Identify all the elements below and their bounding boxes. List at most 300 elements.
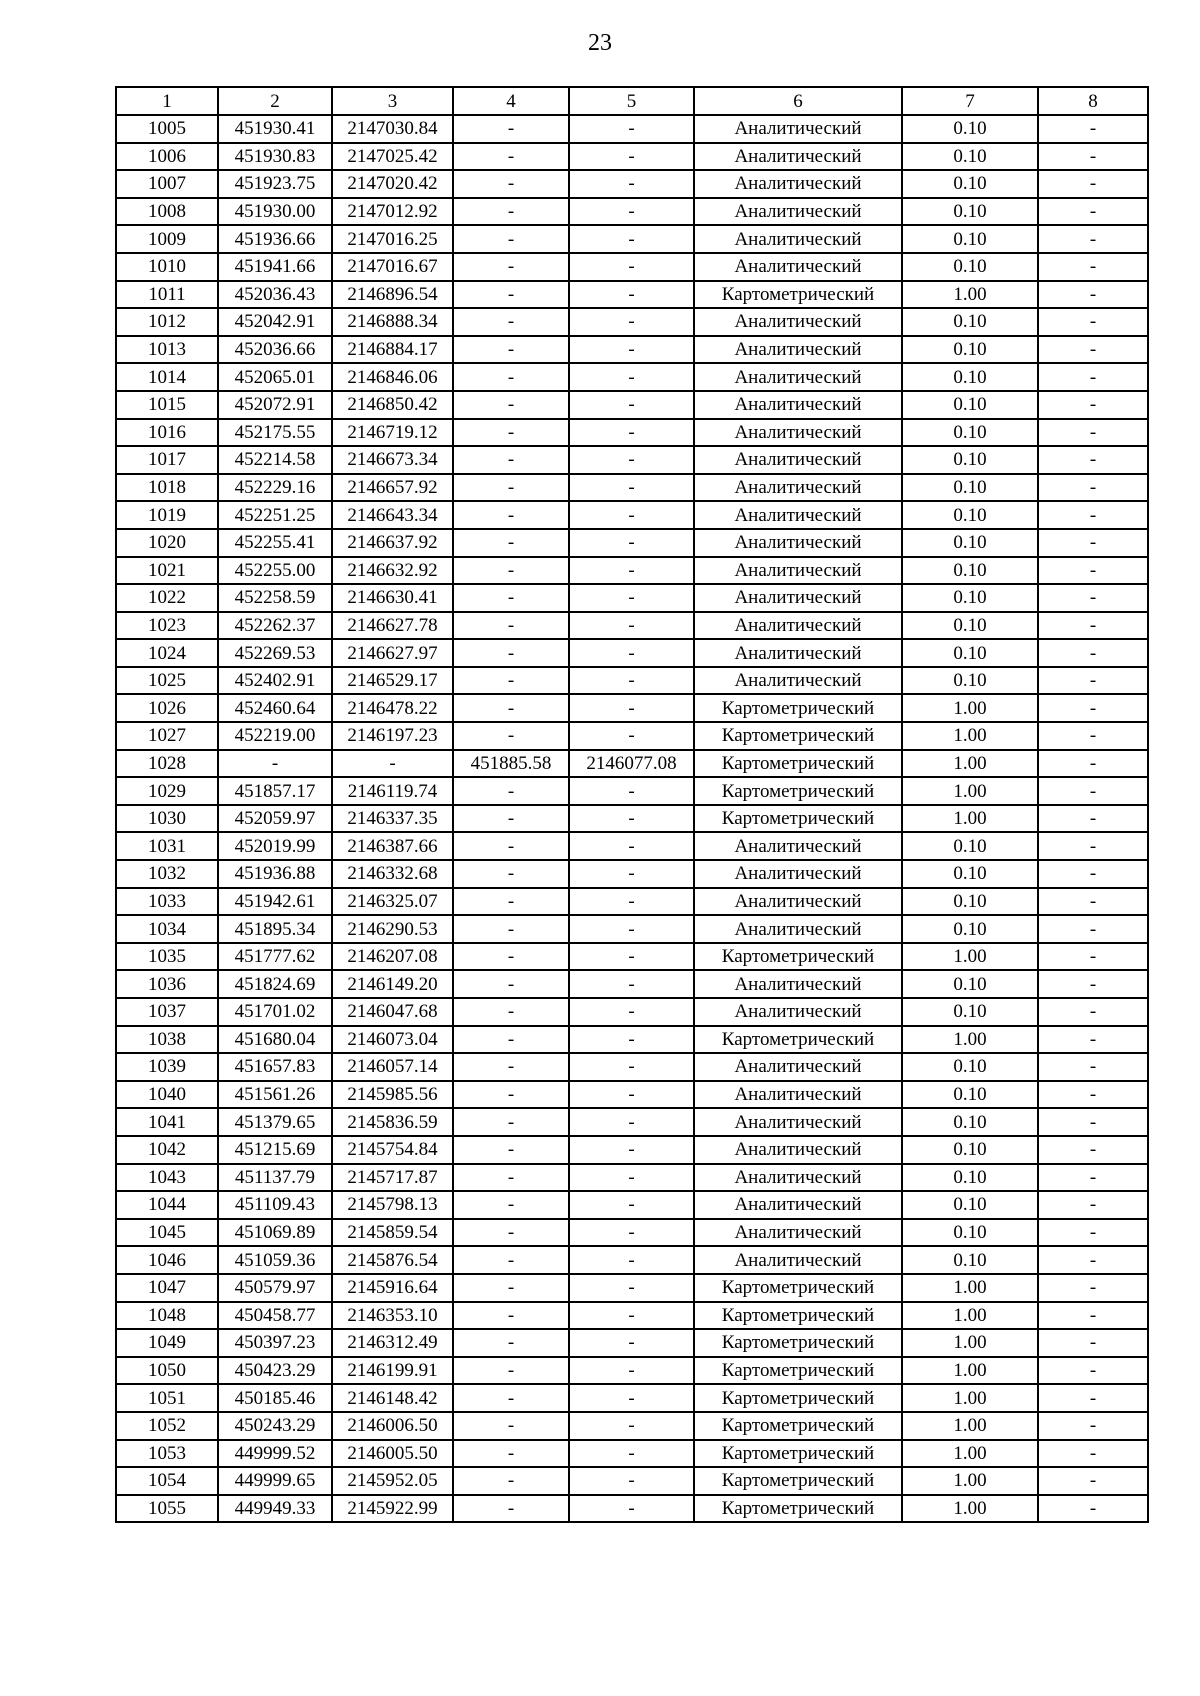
y-alt-coordinate-cell: - — [569, 1384, 694, 1412]
point-number-cell: 1047 — [116, 1274, 218, 1302]
point-number-cell: 1011 — [116, 281, 218, 309]
table-row — [116, 529, 1148, 557]
method-cell: Аналитический — [694, 1081, 902, 1109]
note-cell: - — [1038, 1191, 1148, 1219]
y-alt-coordinate-cell: - — [569, 253, 694, 281]
method-cell: Аналитический — [694, 143, 902, 171]
table-row — [116, 1302, 1148, 1330]
x-coordinate-cell: 452229.16 — [218, 474, 332, 502]
x-coordinate-cell: 451923.75 — [218, 170, 332, 198]
method-cell: Картометрический — [694, 1440, 902, 1468]
accuracy-cell: 0.10 — [902, 1081, 1038, 1109]
x-alt-coordinate-cell: - — [453, 832, 569, 860]
method-cell: Картометрический — [694, 1495, 902, 1523]
y-coordinate-cell: 2146630.41 — [332, 584, 453, 612]
x-alt-coordinate-cell: - — [453, 225, 569, 253]
point-number-cell: 1037 — [116, 998, 218, 1026]
method-cell: Аналитический — [694, 639, 902, 667]
y-coordinate-cell: 2147016.67 — [332, 253, 453, 281]
table-row — [116, 832, 1148, 860]
point-number-cell: 1046 — [116, 1246, 218, 1274]
accuracy-cell: 0.10 — [902, 998, 1038, 1026]
method-cell: Аналитический — [694, 860, 902, 888]
table-row — [116, 446, 1148, 474]
x-alt-coordinate-cell: - — [453, 1246, 569, 1274]
table-row — [116, 1357, 1148, 1385]
method-cell: Картометрический — [694, 722, 902, 750]
method-cell: Картометрический — [694, 694, 902, 722]
accuracy-cell: 0.10 — [902, 915, 1038, 943]
note-cell: - — [1038, 943, 1148, 971]
table-row — [116, 1026, 1148, 1054]
table-row — [116, 1108, 1148, 1136]
point-number-cell: 1006 — [116, 143, 218, 171]
y-coordinate-cell: 2146005.50 — [332, 1440, 453, 1468]
accuracy-cell: 0.10 — [902, 1164, 1038, 1192]
table-row — [116, 143, 1148, 171]
method-cell: Аналитический — [694, 557, 902, 585]
y-alt-coordinate-cell: - — [569, 1246, 694, 1274]
table-row — [116, 970, 1148, 998]
point-number-cell: 1010 — [116, 253, 218, 281]
method-cell: Аналитический — [694, 970, 902, 998]
method-cell: Аналитический — [694, 529, 902, 557]
note-cell: - — [1038, 1164, 1148, 1192]
method-cell: Аналитический — [694, 419, 902, 447]
accuracy-cell: 1.00 — [902, 750, 1038, 778]
x-alt-coordinate-cell: - — [453, 943, 569, 971]
table-row — [116, 253, 1148, 281]
x-alt-coordinate-cell: - — [453, 1191, 569, 1219]
x-coordinate-cell: 451941.66 — [218, 253, 332, 281]
x-alt-coordinate-cell: - — [453, 1219, 569, 1247]
accuracy-cell: 0.10 — [902, 667, 1038, 695]
point-number-cell: 1035 — [116, 943, 218, 971]
accuracy-cell: 0.10 — [902, 970, 1038, 998]
point-number-cell: 1052 — [116, 1412, 218, 1440]
x-alt-coordinate-cell: - — [453, 391, 569, 419]
x-coordinate-cell: 452219.00 — [218, 722, 332, 750]
table-row — [116, 1053, 1148, 1081]
note-cell: - — [1038, 225, 1148, 253]
y-alt-coordinate-cell: - — [569, 198, 694, 226]
method-cell: Аналитический — [694, 198, 902, 226]
x-alt-coordinate-cell: - — [453, 1495, 569, 1523]
y-coordinate-cell: 2146627.97 — [332, 639, 453, 667]
x-alt-coordinate-cell: - — [453, 170, 569, 198]
accuracy-cell: 0.10 — [902, 557, 1038, 585]
y-coordinate-cell: 2147020.42 — [332, 170, 453, 198]
point-number-cell: 1029 — [116, 777, 218, 805]
accuracy-cell: 1.00 — [902, 1329, 1038, 1357]
x-alt-coordinate-cell: 451885.58 — [453, 750, 569, 778]
note-cell: - — [1038, 1108, 1148, 1136]
table-row — [116, 198, 1148, 226]
y-alt-coordinate-cell: - — [569, 694, 694, 722]
accuracy-cell: 0.10 — [902, 170, 1038, 198]
accuracy-cell: 1.00 — [902, 943, 1038, 971]
x-alt-coordinate-cell: - — [453, 1384, 569, 1412]
note-cell: - — [1038, 1274, 1148, 1302]
table-row — [116, 1440, 1148, 1468]
point-number-cell: 1043 — [116, 1164, 218, 1192]
x-alt-coordinate-cell: - — [453, 1108, 569, 1136]
accuracy-cell: 0.10 — [902, 860, 1038, 888]
x-coordinate-cell: 450579.97 — [218, 1274, 332, 1302]
y-alt-coordinate-cell: 2146077.08 — [569, 750, 694, 778]
table-row — [116, 1246, 1148, 1274]
accuracy-cell: 0.10 — [902, 1136, 1038, 1164]
method-cell: Картометрический — [694, 1274, 902, 1302]
table-row — [116, 170, 1148, 198]
y-coordinate-cell: 2146850.42 — [332, 391, 453, 419]
y-coordinate-cell: 2146325.07 — [332, 888, 453, 916]
x-coordinate-cell: 450185.46 — [218, 1384, 332, 1412]
method-cell: Аналитический — [694, 170, 902, 198]
table-row — [116, 1467, 1148, 1495]
accuracy-cell: 1.00 — [902, 805, 1038, 833]
y-coordinate-cell: 2145916.64 — [332, 1274, 453, 1302]
note-cell: - — [1038, 970, 1148, 998]
method-cell: Картометрический — [694, 805, 902, 833]
accuracy-cell: 0.10 — [902, 115, 1038, 143]
note-cell: - — [1038, 1026, 1148, 1054]
table-row — [116, 1329, 1148, 1357]
x-coordinate-cell: 452072.91 — [218, 391, 332, 419]
x-alt-coordinate-cell: - — [453, 474, 569, 502]
note-cell: - — [1038, 832, 1148, 860]
method-cell: Аналитический — [694, 474, 902, 502]
x-alt-coordinate-cell: - — [453, 1026, 569, 1054]
y-coordinate-cell: 2146529.17 — [332, 667, 453, 695]
table-row — [116, 998, 1148, 1026]
point-number-cell: 1017 — [116, 446, 218, 474]
y-alt-coordinate-cell: - — [569, 1412, 694, 1440]
x-coordinate-cell: 452402.91 — [218, 667, 332, 695]
method-cell: Аналитический — [694, 832, 902, 860]
x-alt-coordinate-cell: - — [453, 694, 569, 722]
method-cell: Аналитический — [694, 584, 902, 612]
method-cell: Аналитический — [694, 612, 902, 640]
y-coordinate-cell: - — [332, 750, 453, 778]
x-coordinate-cell: 452214.58 — [218, 446, 332, 474]
table-row — [116, 750, 1148, 778]
note-cell: - — [1038, 1246, 1148, 1274]
page-number: 23 — [588, 30, 612, 56]
point-number-cell: 1054 — [116, 1467, 218, 1495]
point-number-cell: 1005 — [116, 115, 218, 143]
y-coordinate-cell: 2146643.34 — [332, 501, 453, 529]
note-cell: - — [1038, 805, 1148, 833]
x-alt-coordinate-cell: - — [453, 115, 569, 143]
y-coordinate-cell: 2146637.92 — [332, 529, 453, 557]
point-number-cell: 1050 — [116, 1357, 218, 1385]
y-alt-coordinate-cell: - — [569, 1329, 694, 1357]
point-number-cell: 1008 — [116, 198, 218, 226]
point-number-cell: 1049 — [116, 1329, 218, 1357]
x-alt-coordinate-cell: - — [453, 612, 569, 640]
note-cell: - — [1038, 143, 1148, 171]
point-number-cell: 1018 — [116, 474, 218, 502]
y-coordinate-cell: 2146073.04 — [332, 1026, 453, 1054]
x-alt-coordinate-cell: - — [453, 446, 569, 474]
y-coordinate-cell: 2146888.34 — [332, 308, 453, 336]
method-cell: Картометрический — [694, 750, 902, 778]
table-row — [116, 639, 1148, 667]
y-alt-coordinate-cell: - — [569, 143, 694, 171]
point-number-cell: 1041 — [116, 1108, 218, 1136]
y-coordinate-cell: 2146047.68 — [332, 998, 453, 1026]
method-cell: Аналитический — [694, 446, 902, 474]
y-alt-coordinate-cell: - — [569, 336, 694, 364]
method-cell: Аналитический — [694, 1108, 902, 1136]
method-cell: Картометрический — [694, 1467, 902, 1495]
method-cell: Картометрический — [694, 943, 902, 971]
y-alt-coordinate-cell: - — [569, 1108, 694, 1136]
point-number-cell: 1045 — [116, 1219, 218, 1247]
y-coordinate-cell: 2146290.53 — [332, 915, 453, 943]
note-cell: - — [1038, 584, 1148, 612]
note-cell: - — [1038, 1219, 1148, 1247]
x-coordinate-cell: 451930.83 — [218, 143, 332, 171]
y-alt-coordinate-cell: - — [569, 529, 694, 557]
x-coordinate-cell: 450458.77 — [218, 1302, 332, 1330]
y-coordinate-cell: 2145985.56 — [332, 1081, 453, 1109]
table-row — [116, 1495, 1148, 1523]
column-header: 7 — [902, 87, 1038, 115]
point-number-cell: 1028 — [116, 750, 218, 778]
x-coordinate-cell: 452255.41 — [218, 529, 332, 557]
note-cell: - — [1038, 1495, 1148, 1523]
x-coordinate-cell: 449999.52 — [218, 1440, 332, 1468]
x-coordinate-cell: 451936.88 — [218, 860, 332, 888]
table-row — [116, 915, 1148, 943]
note-cell: - — [1038, 474, 1148, 502]
y-alt-coordinate-cell: - — [569, 805, 694, 833]
y-alt-coordinate-cell: - — [569, 225, 694, 253]
accuracy-cell: 1.00 — [902, 1412, 1038, 1440]
x-coordinate-cell: 451657.83 — [218, 1053, 332, 1081]
note-cell: - — [1038, 363, 1148, 391]
accuracy-cell: 0.10 — [902, 391, 1038, 419]
note-cell: - — [1038, 888, 1148, 916]
y-alt-coordinate-cell: - — [569, 1191, 694, 1219]
table-row — [116, 225, 1148, 253]
y-alt-coordinate-cell: - — [569, 1495, 694, 1523]
x-coordinate-cell: - — [218, 750, 332, 778]
accuracy-cell: 0.10 — [902, 225, 1038, 253]
accuracy-cell: 1.00 — [902, 281, 1038, 309]
x-alt-coordinate-cell: - — [453, 557, 569, 585]
method-cell: Аналитический — [694, 1136, 902, 1164]
x-alt-coordinate-cell: - — [453, 584, 569, 612]
x-coordinate-cell: 452065.01 — [218, 363, 332, 391]
x-coordinate-cell: 451824.69 — [218, 970, 332, 998]
table-row — [116, 943, 1148, 971]
method-cell: Аналитический — [694, 1246, 902, 1274]
note-cell: - — [1038, 1136, 1148, 1164]
x-coordinate-cell: 452042.91 — [218, 308, 332, 336]
y-coordinate-cell: 2145952.05 — [332, 1467, 453, 1495]
table-row — [116, 308, 1148, 336]
x-alt-coordinate-cell: - — [453, 1164, 569, 1192]
accuracy-cell: 0.10 — [902, 832, 1038, 860]
y-alt-coordinate-cell: - — [569, 446, 694, 474]
accuracy-cell: 0.10 — [902, 888, 1038, 916]
x-coordinate-cell: 450397.23 — [218, 1329, 332, 1357]
y-alt-coordinate-cell: - — [569, 1467, 694, 1495]
y-coordinate-cell: 2147030.84 — [332, 115, 453, 143]
x-alt-coordinate-cell: - — [453, 1329, 569, 1357]
note-cell: - — [1038, 557, 1148, 585]
x-alt-coordinate-cell: - — [453, 1412, 569, 1440]
y-coordinate-cell: 2146199.91 — [332, 1357, 453, 1385]
point-number-cell: 1038 — [116, 1026, 218, 1054]
accuracy-cell: 0.10 — [902, 419, 1038, 447]
accuracy-cell: 0.10 — [902, 639, 1038, 667]
x-alt-coordinate-cell: - — [453, 777, 569, 805]
x-coordinate-cell: 451930.00 — [218, 198, 332, 226]
table-row — [116, 888, 1148, 916]
point-number-cell: 1031 — [116, 832, 218, 860]
x-alt-coordinate-cell: - — [453, 860, 569, 888]
point-number-cell: 1051 — [116, 1384, 218, 1412]
x-coordinate-cell: 451680.04 — [218, 1026, 332, 1054]
accuracy-cell: 0.10 — [902, 474, 1038, 502]
note-cell: - — [1038, 1357, 1148, 1385]
y-alt-coordinate-cell: - — [569, 667, 694, 695]
x-coordinate-cell: 452019.99 — [218, 832, 332, 860]
table-row — [116, 1219, 1148, 1247]
point-number-cell: 1032 — [116, 860, 218, 888]
point-number-cell: 1039 — [116, 1053, 218, 1081]
method-cell: Аналитический — [694, 998, 902, 1026]
method-cell: Аналитический — [694, 667, 902, 695]
y-alt-coordinate-cell: - — [569, 860, 694, 888]
x-alt-coordinate-cell: - — [453, 1467, 569, 1495]
table-row — [116, 1384, 1148, 1412]
accuracy-cell: 1.00 — [902, 1495, 1038, 1523]
note-cell: - — [1038, 667, 1148, 695]
y-alt-coordinate-cell: - — [569, 419, 694, 447]
table-row — [116, 336, 1148, 364]
point-number-cell: 1013 — [116, 336, 218, 364]
y-coordinate-cell: 2146657.92 — [332, 474, 453, 502]
table-row — [116, 1412, 1148, 1440]
table-row — [116, 777, 1148, 805]
coordinates-table — [115, 86, 1149, 1523]
y-coordinate-cell: 2145717.87 — [332, 1164, 453, 1192]
column-header: 8 — [1038, 87, 1148, 115]
y-alt-coordinate-cell: - — [569, 281, 694, 309]
x-coordinate-cell: 451561.26 — [218, 1081, 332, 1109]
method-cell: Аналитический — [694, 1219, 902, 1247]
y-coordinate-cell: 2146148.42 — [332, 1384, 453, 1412]
x-coordinate-cell: 452036.43 — [218, 281, 332, 309]
x-alt-coordinate-cell: - — [453, 529, 569, 557]
y-alt-coordinate-cell: - — [569, 970, 694, 998]
note-cell: - — [1038, 998, 1148, 1026]
x-coordinate-cell: 452255.00 — [218, 557, 332, 585]
y-coordinate-cell: 2146006.50 — [332, 1412, 453, 1440]
accuracy-cell: 1.00 — [902, 1302, 1038, 1330]
column-header: 4 — [453, 87, 569, 115]
table-row — [116, 474, 1148, 502]
y-alt-coordinate-cell: - — [569, 1302, 694, 1330]
accuracy-cell: 0.10 — [902, 308, 1038, 336]
point-number-cell: 1025 — [116, 667, 218, 695]
x-coordinate-cell: 452036.66 — [218, 336, 332, 364]
accuracy-cell: 0.10 — [902, 336, 1038, 364]
accuracy-cell: 1.00 — [902, 1357, 1038, 1385]
y-coordinate-cell: 2146673.34 — [332, 446, 453, 474]
y-coordinate-cell: 2146896.54 — [332, 281, 453, 309]
point-number-cell: 1044 — [116, 1191, 218, 1219]
note-cell: - — [1038, 777, 1148, 805]
point-number-cell: 1012 — [116, 308, 218, 336]
accuracy-cell: 0.10 — [902, 529, 1038, 557]
y-alt-coordinate-cell: - — [569, 777, 694, 805]
method-cell: Картометрический — [694, 1329, 902, 1357]
x-alt-coordinate-cell: - — [453, 639, 569, 667]
note-cell: - — [1038, 1053, 1148, 1081]
table-row — [116, 1081, 1148, 1109]
note-cell: - — [1038, 1440, 1148, 1468]
x-alt-coordinate-cell: - — [453, 888, 569, 916]
y-alt-coordinate-cell: - — [569, 612, 694, 640]
table-row — [116, 667, 1148, 695]
method-cell: Аналитический — [694, 1164, 902, 1192]
y-alt-coordinate-cell: - — [569, 557, 694, 585]
y-coordinate-cell: 2145754.84 — [332, 1136, 453, 1164]
y-coordinate-cell: 2145836.59 — [332, 1108, 453, 1136]
point-number-cell: 1033 — [116, 888, 218, 916]
x-coordinate-cell: 450423.29 — [218, 1357, 332, 1385]
x-alt-coordinate-cell: - — [453, 253, 569, 281]
x-coordinate-cell: 452175.55 — [218, 419, 332, 447]
table-row — [116, 722, 1148, 750]
x-alt-coordinate-cell: - — [453, 970, 569, 998]
y-alt-coordinate-cell: - — [569, 943, 694, 971]
x-alt-coordinate-cell: - — [453, 198, 569, 226]
x-alt-coordinate-cell: - — [453, 915, 569, 943]
accuracy-cell: 0.10 — [902, 612, 1038, 640]
note-cell: - — [1038, 1384, 1148, 1412]
point-number-cell: 1048 — [116, 1302, 218, 1330]
point-number-cell: 1036 — [116, 970, 218, 998]
x-coordinate-cell: 451930.41 — [218, 115, 332, 143]
point-number-cell: 1021 — [116, 557, 218, 585]
x-coordinate-cell: 451895.34 — [218, 915, 332, 943]
y-coordinate-cell: 2146207.08 — [332, 943, 453, 971]
method-cell: Аналитический — [694, 225, 902, 253]
accuracy-cell: 1.00 — [902, 1274, 1038, 1302]
point-number-cell: 1026 — [116, 694, 218, 722]
accuracy-cell: 0.10 — [902, 584, 1038, 612]
x-coordinate-cell: 452258.59 — [218, 584, 332, 612]
y-coordinate-cell: 2145876.54 — [332, 1246, 453, 1274]
table-header-row — [116, 87, 1148, 115]
point-number-cell: 1034 — [116, 915, 218, 943]
note-cell: - — [1038, 170, 1148, 198]
method-cell: Картометрический — [694, 281, 902, 309]
accuracy-cell: 0.10 — [902, 198, 1038, 226]
note-cell: - — [1038, 639, 1148, 667]
column-header: 5 — [569, 87, 694, 115]
accuracy-cell: 0.10 — [902, 143, 1038, 171]
method-cell: Аналитический — [694, 308, 902, 336]
y-coordinate-cell: 2146057.14 — [332, 1053, 453, 1081]
